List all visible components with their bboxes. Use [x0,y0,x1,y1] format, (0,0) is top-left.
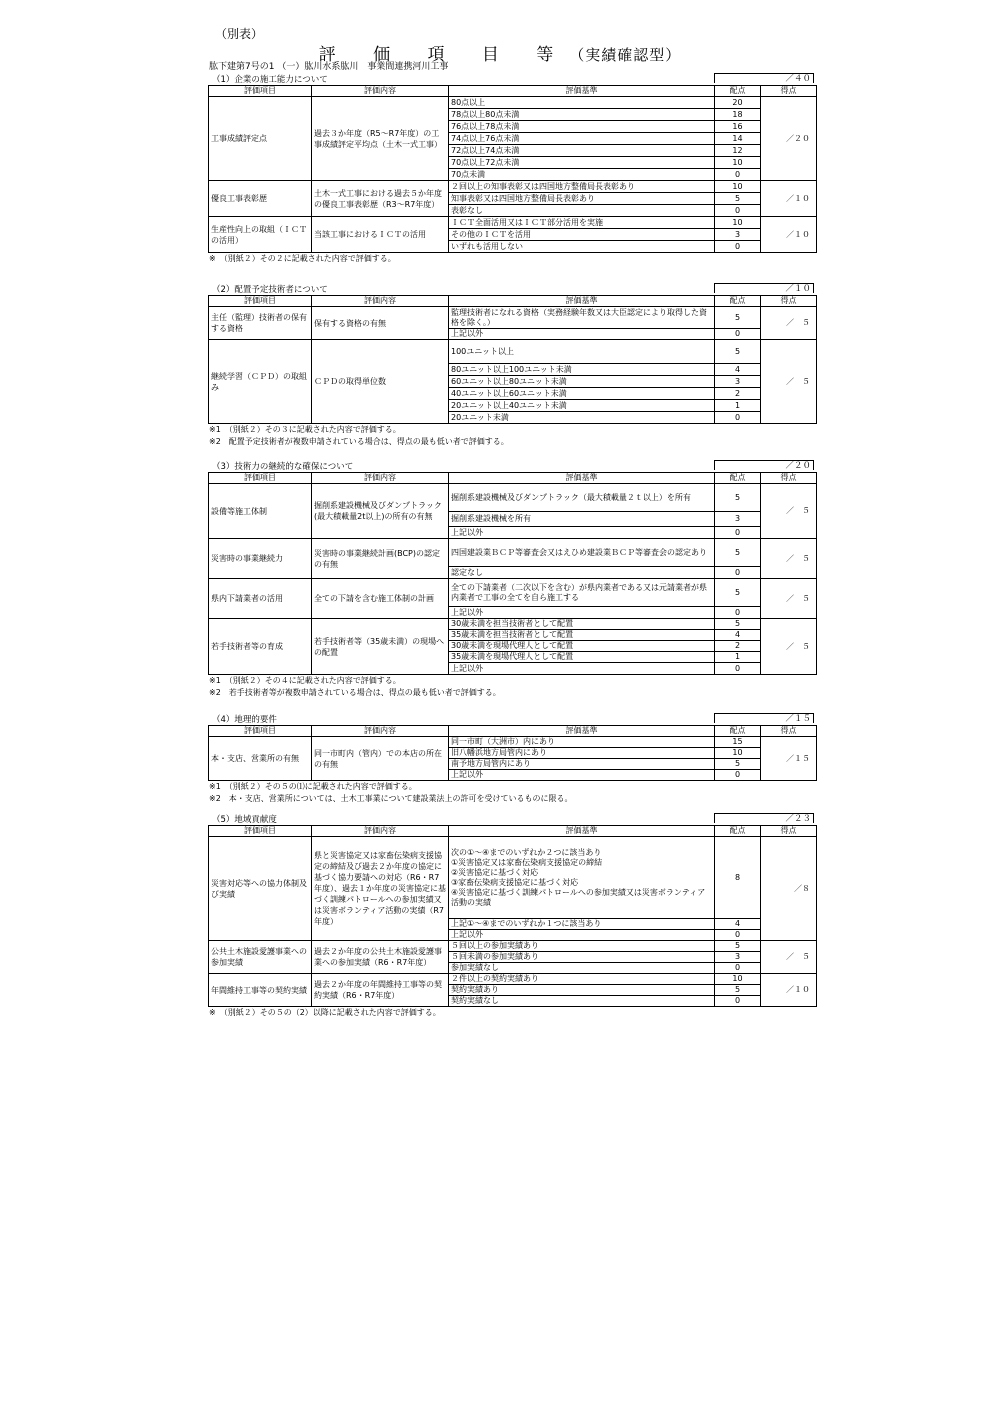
points-cell: 2 [715,641,761,652]
evaluation-content: ＣＰＤの取得単位数 [312,340,449,424]
criteria-cell: 上記①～④までのいずれか１つに該当あり [449,919,715,930]
criteria-cell: 72点以上74点未満 [449,145,715,157]
evaluation-content: 土木一式工事における過去５か年度の優良工事表彰歴（R3～R7年度） [312,181,449,217]
points-cell: 1 [715,400,761,412]
page-title [0,40,1000,65]
points-cell: 1 [715,652,761,663]
criteria-cell: 70点以上72点未満 [449,157,715,169]
points-cell: 0 [715,996,761,1007]
column-header-criteria: 評価基準 [449,473,715,484]
points-cell: 5 [715,759,761,770]
section-total: ／２３ [714,813,814,823]
table-row [209,737,817,748]
points-cell: 5 [715,941,761,952]
column-header-content: 評価内容 [312,473,449,484]
column-header-content: 評価内容 [312,86,449,97]
criteria-cell: 80点以上 [449,97,715,109]
points-cell: 16 [715,121,761,133]
evaluation-content: 過去３か年度（R5～R7年度）の工事成績評定平均点（土木一式工事） [312,97,449,181]
criteria-cell: ２件以上の契約実績あり [449,974,715,985]
points-cell: 3 [715,376,761,388]
header-row [209,296,817,307]
evaluation-item: 災害時の事業継続力 [209,539,312,579]
evaluation-content: 県と災害協定又は家畜伝染病支援協定の締結及び過去２か年度の協定に基づく協力要請への対応（R6・R7年度）、過去１か年度の災害協定に基づく訓練パトロールへの参加実績又は災害ボランティア活動の実績（R7年度） [312,837,449,941]
section-total: ／１５ [714,713,814,723]
points-cell: 10 [715,748,761,759]
section-title: （3）技術力の継続的な確保について [212,462,354,472]
section-header [208,283,816,295]
column-header-criteria: 評価基準 [449,726,715,737]
evaluation-table [208,472,817,675]
criteria-cell: ５回未満の参加実績あり [449,952,715,963]
footnote: ※2 配置予定技術者が複数申請されている場合は、得点の最も低い者で評価する。 [209,437,509,446]
points-cell: 10 [715,974,761,985]
column-header-item: 評価項目 [209,296,312,307]
table-row [209,837,817,919]
footnote: ※1 （別紙２）その５の⑴に記載された内容で評価する。 [209,782,417,791]
points-cell: 15 [715,737,761,748]
column-header-points: 配点 [715,296,761,307]
column-header-score: 得点 [761,726,817,737]
points-cell: 5 [715,579,761,607]
points-cell: 12 [715,145,761,157]
section-total: ／２０ [714,460,814,470]
score-cell: ／８ [761,837,817,941]
points-cell: 3 [715,952,761,963]
column-header-item: 評価項目 [209,473,312,484]
criteria-cell: 上記以外 [449,607,715,619]
column-header-criteria: 評価基準 [449,296,715,307]
points-cell: 5 [715,193,761,205]
column-header-score: 得点 [761,86,817,97]
column-header-criteria: 評価基準 [449,86,715,97]
evaluation-item: 工事成績評定点 [209,97,312,181]
table-row [209,217,817,229]
section-title: （5）地域貢献度 [212,815,277,825]
points-cell: 20 [715,97,761,109]
table-row [209,619,817,630]
criteria-cell: 74点以上76点未満 [449,133,715,145]
table-row [209,539,817,567]
criteria-cell: 35歳未満を担当技術者として配置 [449,630,715,641]
column-header-content: 評価内容 [312,826,449,837]
column-header-points: 配点 [715,826,761,837]
column-header-points: 配点 [715,726,761,737]
criteria-cell: 35歳未満を現場代理人として配置 [449,652,715,663]
footnote: ※2 本・支店、営業所については、土木工事業について建設業法上の許可を受けているものに限る。 [209,794,573,803]
criteria-cell: ２回以上の知事表彰又は四国地方整備局長表彰あり [449,181,715,193]
points-cell: 4 [715,364,761,376]
score-cell: ／ ５ [761,539,817,579]
criteria-cell: 認定なし [449,567,715,579]
column-header-criteria: 評価基準 [449,826,715,837]
points-cell: 0 [715,205,761,217]
table-row [209,97,817,109]
column-header-points: 配点 [715,86,761,97]
score-cell: ／ ５ [761,579,817,619]
column-header-content: 評価内容 [312,296,449,307]
score-cell: ／１５ [761,737,817,781]
criteria-cell: 掘削系建設機械を所有 [449,512,715,527]
criteria-cell: 表彰なし [449,205,715,217]
criteria-cell: 知事表彰又は四国地方整備局長表彰あり [449,193,715,205]
points-cell: 8 [715,837,761,919]
section-title: （2）配置予定技術者について [212,285,328,295]
points-cell: 0 [715,169,761,181]
score-cell: ／ ５ [761,340,817,424]
header-row [209,86,817,97]
evaluation-content: 掘削系建設機械及びダンプトラック(最大積載量2t以上)の所有の有無 [312,484,449,539]
evaluation-item: 若手技術者等の育成 [209,619,312,675]
points-cell: 10 [715,217,761,229]
points-cell: 0 [715,930,761,941]
section-2 [208,283,816,448]
criteria-cell: 上記以外 [449,663,715,675]
footnote: ※ （別紙２）その２に記載された内容で評価する。 [209,254,396,263]
points-cell: 2 [715,388,761,400]
criteria-cell: 70点未満 [449,169,715,181]
evaluation-content: 災害時の事業継続計画(BCP)の認定の有無 [312,539,449,579]
table-row [209,941,817,952]
criteria-cell: 78点以上80点未満 [449,109,715,121]
criteria-cell: 四国建設業ＢＣＰ等審査会又はえひめ建設業ＢＣＰ等審査会の認定あり [449,539,715,567]
criteria-cell: 20ユニット以上40ユニット未満 [449,400,715,412]
score-cell: ／２０ [761,97,817,181]
score-cell: ／ ５ [761,484,817,539]
score-cell: ／ ５ [761,941,817,974]
section-header [208,713,816,725]
table-row [209,974,817,985]
evaluation-item: 公共土木施設愛護事業への参加実績 [209,941,312,974]
evaluation-item: 災害対応等への協力体制及び実績 [209,837,312,941]
criteria-cell: いずれも活用しない [449,241,715,253]
points-cell: 3 [715,512,761,527]
score-cell: ／ ５ [761,619,817,675]
evaluation-content: 若手技術者等（35歳未満）の現場への配置 [312,619,449,675]
criteria-cell: 契約実績あり [449,985,715,996]
evaluation-content: 同一市町内（管内）での本店の所在の有無 [312,737,449,781]
criteria-cell: 全ての下請業者（二次以下を含む）が県内業者である又は元請業者が県内業者で工事の全てを自ら施工する [449,579,715,607]
title-sub: （実績確認型） [569,46,682,64]
evaluation-table [208,85,817,253]
criteria-cell: 100ユニット以上 [449,340,715,364]
column-header-score: 得点 [761,826,817,837]
points-cell: 14 [715,133,761,145]
points-cell: 4 [715,630,761,641]
column-header-item: 評価項目 [209,726,312,737]
points-cell: 10 [715,157,761,169]
title-main: 評 価 項 目 等 [318,45,570,65]
points-cell: 4 [715,919,761,930]
appendix-label: （別表） [215,27,264,41]
criteria-cell: 上記以外 [449,770,715,781]
footnote: ※ （別紙２）その５の（2）以降に記載された内容で評価する。 [209,1008,441,1017]
criteria-cell: 30歳未満を現場代理人として配置 [449,641,715,652]
column-header-points: 配点 [715,473,761,484]
criteria-cell: 上記以外 [449,930,715,941]
criteria-cell: 契約実績なし [449,996,715,1007]
criteria-cell: 同一市町（大洲市）内にあり [449,737,715,748]
points-cell: 0 [715,412,761,424]
points-cell: 5 [715,340,761,364]
criteria-cell: 参加実績なし [449,963,715,974]
criteria-cell: 旧八幡浜地方局管内にあり [449,748,715,759]
evaluation-item: 優良工事表彰歴 [209,181,312,217]
points-cell: 18 [715,109,761,121]
points-cell: 5 [715,619,761,630]
column-header-item: 評価項目 [209,826,312,837]
evaluation-item: 県内下請業者の活用 [209,579,312,619]
criteria-cell: ５回以上の参加実績あり [449,941,715,952]
evaluation-item: 年間維持工事等の契約実績 [209,974,312,1007]
points-cell: 10 [715,181,761,193]
evaluation-table [208,295,817,424]
score-cell: ／ ５ [761,307,817,340]
evaluation-item: 生産性向上の取組（ＩＣＴの活用） [209,217,312,253]
criteria-cell: 南予地方局管内にあり [449,759,715,770]
section-header [208,813,816,825]
table-row [209,340,817,364]
points-cell: 0 [715,607,761,619]
criteria-cell: 掘削系建設機械及びダンプトラック（最大積載量２ｔ以上）を所有 [449,484,715,512]
points-cell: 0 [715,567,761,579]
score-cell: ／１０ [761,217,817,253]
header-row [209,473,817,484]
column-header-score: 得点 [761,473,817,484]
section-title: （1）企業の施工能力について [212,75,328,85]
header-row [209,826,817,837]
points-cell: 0 [715,963,761,974]
evaluation-content: 過去２か年度の公共土木施設愛護事業への参加実績（R6・R7年度） [312,941,449,974]
footnote: ※1 （別紙２）その３に記載された内容で評価する。 [209,425,401,434]
evaluation-content: 当該工事におけるＩＣＴの活用 [312,217,449,253]
criteria-cell: 30歳未満を担当技術者として配置 [449,619,715,630]
section-5 [208,813,816,1019]
criteria-cell: 60ユニット以上80ユニット未満 [449,376,715,388]
footnote: ※1 （別紙２）その４に記載された内容で評価する。 [209,676,401,685]
evaluation-content: 過去２か年度の年間維持工事等の契約実績（R6・R7年度） [312,974,449,1007]
table-row [209,579,817,607]
points-cell: 3 [715,229,761,241]
evaluation-item: 本・支店、営業所の有無 [209,737,312,781]
points-cell: 5 [715,484,761,512]
column-header-score: 得点 [761,296,817,307]
evaluation-item: 主任（監理）技術者の保有する資格 [209,307,312,340]
evaluation-content: 全ての下請を含む施工体制の計画 [312,579,449,619]
criteria-cell: その他のＩＣＴを活用 [449,229,715,241]
points-cell: 5 [715,539,761,567]
footnote: ※2 若手技術者等が複数申請されている場合は、得点の最も低い者で評価する。 [209,688,501,697]
points-cell: 5 [715,985,761,996]
project-name: 肱下建第7号の1 （一）肱川水系肱川 事業間連携河川工事 [209,62,449,72]
criteria-cell: 上記以外 [449,527,715,539]
points-cell: 0 [715,329,761,340]
evaluation-item: 設備等施工体制 [209,484,312,539]
column-header-content: 評価内容 [312,726,449,737]
section-4 [208,713,816,805]
points-cell: 5 [715,307,761,329]
score-cell: ／１０ [761,974,817,1007]
section-3 [208,460,816,699]
criteria-cell: 監理技術者になれる資格（実務経験年数又は大臣認定により取得した資格を除く。） [449,307,715,329]
header-row [209,726,817,737]
points-cell: 0 [715,770,761,781]
criteria-cell: 20ユニット未満 [449,412,715,424]
criteria-cell: 80ユニット以上100ユニット未満 [449,364,715,376]
table-row [209,484,817,512]
evaluation-table [208,825,817,1007]
criteria-cell: 40ユニット以上60ユニット未満 [449,388,715,400]
evaluation-table [208,725,817,781]
column-header-item: 評価項目 [209,86,312,97]
section-header [208,460,816,472]
section-header [208,73,816,85]
criteria-cell: 上記以外 [449,329,715,340]
table-row [209,307,817,329]
section-total: ／４０ [714,73,814,83]
criteria-cell: 次の①～④までのいずれか２つに該当あり ①災害協定又は家畜伝染病支援協定の締結 ②災害協定に基づく対応 ③家畜伝染病支援協定に基づく対応 ④災害協定に基づく訓練パトロールへの参加実績又は災害ボランティア活動の実績 [449,837,715,919]
section-title: （4）地理的要件 [212,715,277,725]
table-row [209,181,817,193]
points-cell: 0 [715,241,761,253]
evaluation-item: 継続学習（ＣＰＤ）の取組み [209,340,312,424]
score-cell: ／１０ [761,181,817,217]
points-cell: 0 [715,663,761,675]
criteria-cell: ＩＣＴ全面活用又はＩＣＴ部分活用を実施 [449,217,715,229]
points-cell: 0 [715,527,761,539]
evaluation-content: 保有する資格の有無 [312,307,449,340]
section-1 [208,73,816,265]
section-total: ／１０ [714,283,814,293]
criteria-cell: 76点以上78点未満 [449,121,715,133]
